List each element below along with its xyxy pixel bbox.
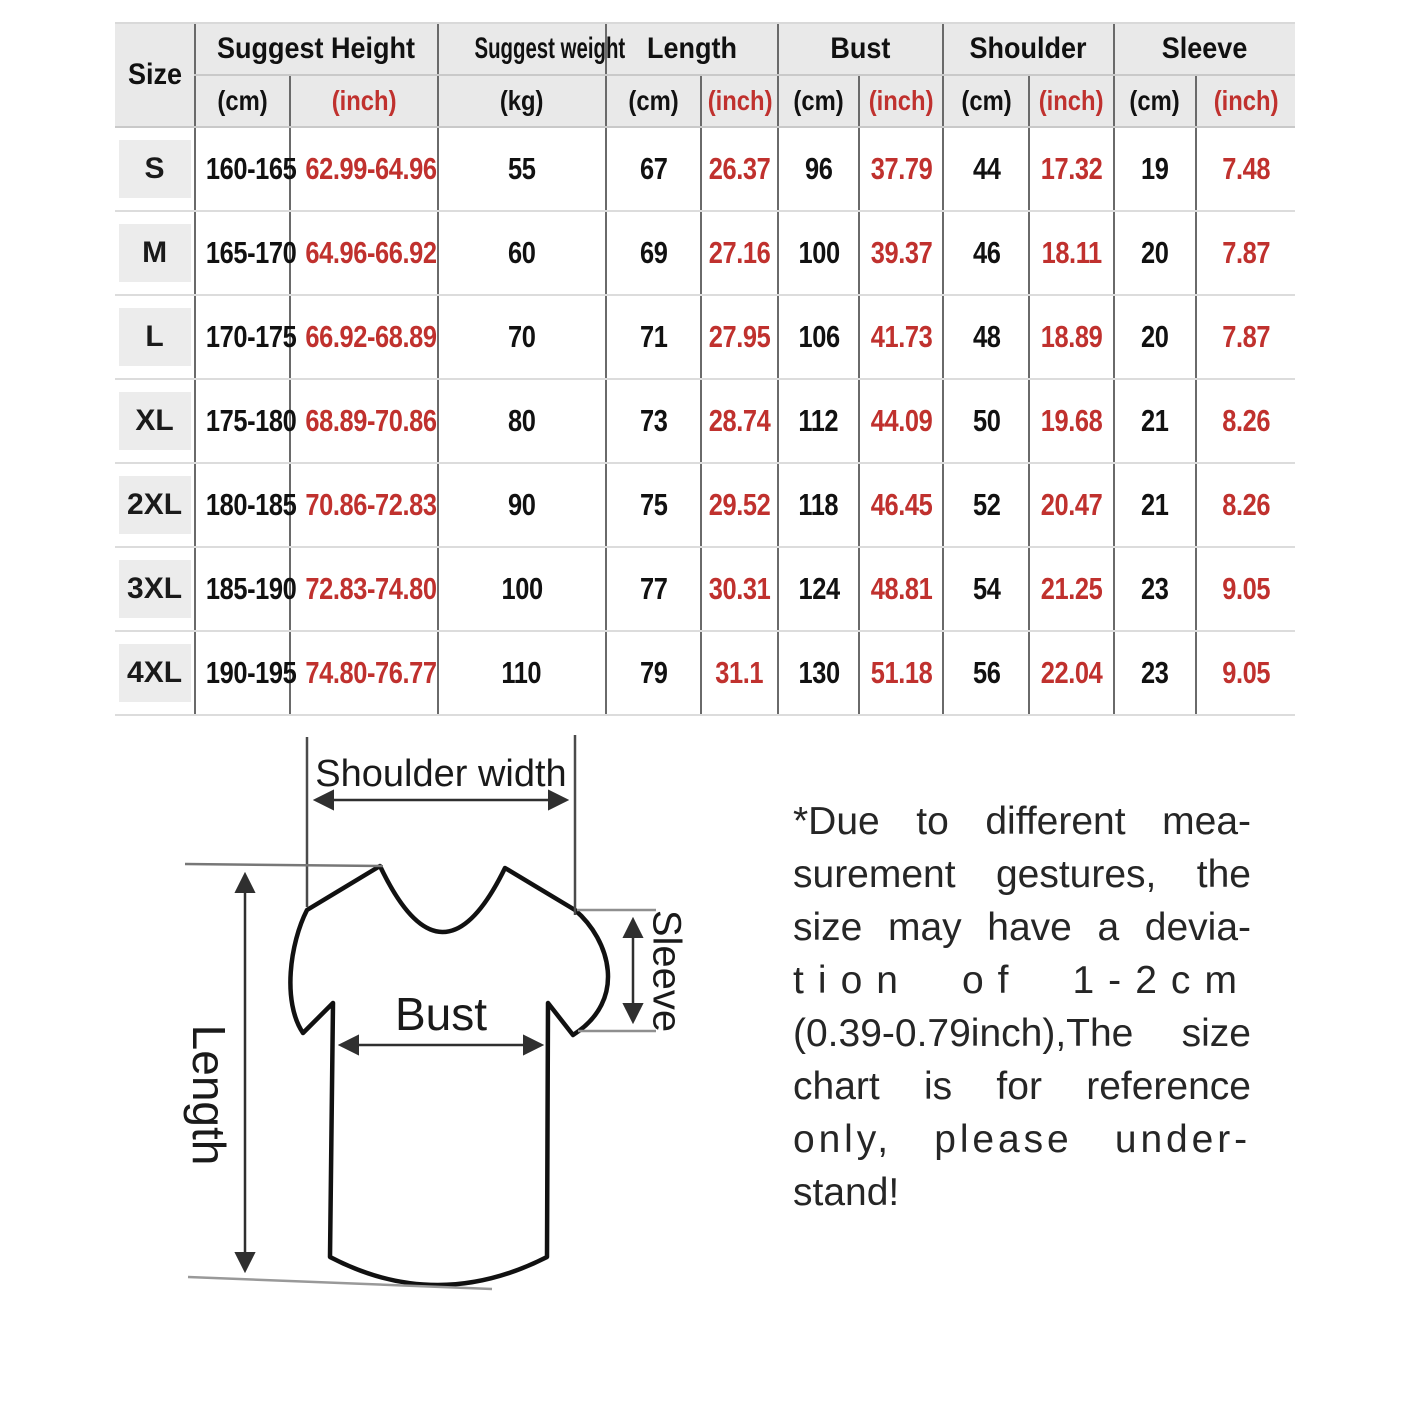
header-unit-cm: (cm) — [1114, 75, 1196, 127]
cell-size: 2XL — [115, 463, 195, 547]
cell-length-cm: 79 — [606, 631, 701, 715]
cell-bust-inch: 44.09 — [859, 379, 943, 463]
cell-shoulder-inch: 18.11 — [1029, 211, 1113, 295]
cell-sleeve-cm: 19 — [1114, 127, 1196, 211]
cell-shoulder-inch: 20.47 — [1029, 463, 1113, 547]
cell-sleeve-cm: 23 — [1114, 547, 1196, 631]
cell-height-cm: 170-175 — [195, 295, 290, 379]
length-label: Length — [182, 1024, 235, 1166]
cell-sleeve-cm: 21 — [1114, 463, 1196, 547]
cell-bust-cm: 118 — [778, 463, 859, 547]
note-line-7: only, please under- — [793, 1118, 1251, 1161]
header-unit-inch: (inch) — [1029, 75, 1113, 127]
cell-length-cm: 69 — [606, 211, 701, 295]
cell-height-cm: 165-170 — [195, 211, 290, 295]
cell-height-inch: 70.86-72.83 — [290, 463, 437, 547]
table-body — [115, 127, 1295, 715]
bust-label: Bust — [394, 988, 488, 1040]
cell-height-cm: 175-180 — [195, 379, 290, 463]
cell-height-cm: 180-185 — [195, 463, 290, 547]
sleeve-label: Sleeve — [644, 909, 689, 1033]
cell-weight-kg: 70 — [438, 295, 606, 379]
table-row-3xl — [115, 547, 1295, 631]
cell-shoulder-cm: 56 — [943, 631, 1029, 715]
tshirt-diagram-svg — [150, 710, 710, 1330]
cell-shoulder-cm: 48 — [943, 295, 1029, 379]
note-line-8: stand! — [793, 1171, 900, 1214]
cell-length-cm: 67 — [606, 127, 701, 211]
header-group-suggest-height: Suggest Height — [195, 23, 437, 75]
tshirt-outline — [290, 866, 608, 1285]
length-top-ref-line — [185, 864, 383, 866]
header-unit-inch: (inch) — [290, 75, 437, 127]
cell-length-inch: 30.31 — [701, 547, 778, 631]
table-row-4xl — [115, 631, 1295, 715]
cell-bust-cm: 112 — [778, 379, 859, 463]
cell-size: 4XL — [115, 631, 195, 715]
cell-sleeve-inch: 7.48 — [1196, 127, 1295, 211]
header-unit-inch: (inch) — [701, 75, 778, 127]
cell-bust-cm: 130 — [778, 631, 859, 715]
cell-height-inch: 72.83-74.80 — [290, 547, 437, 631]
cell-shoulder-inch: 21.25 — [1029, 547, 1113, 631]
note-line-5: (0.39-0.79inch),The size — [793, 1012, 1251, 1055]
cell-shoulder-cm: 46 — [943, 211, 1029, 295]
cell-bust-inch: 39.37 — [859, 211, 943, 295]
header-unit-inch: (inch) — [1196, 75, 1295, 127]
header-size: Size — [115, 23, 195, 127]
cell-shoulder-inch: 19.68 — [1029, 379, 1113, 463]
cell-bust-cm: 96 — [778, 127, 859, 211]
cell-bust-cm: 106 — [778, 295, 859, 379]
size-chart-table — [115, 22, 1295, 716]
cell-shoulder-cm: 54 — [943, 547, 1029, 631]
cell-bust-inch: 51.18 — [859, 631, 943, 715]
cell-size: L — [115, 295, 195, 379]
cell-length-inch: 27.16 — [701, 211, 778, 295]
cell-bust-cm: 100 — [778, 211, 859, 295]
cell-weight-kg: 60 — [438, 211, 606, 295]
cell-weight-kg: 100 — [438, 547, 606, 631]
cell-length-inch: 31.1 — [701, 631, 778, 715]
tshirt-measurement-diagram — [150, 710, 710, 1335]
cell-size: 3XL — [115, 547, 195, 631]
measurement-note — [793, 795, 1251, 1219]
cell-weight-kg: 55 — [438, 127, 606, 211]
table-header — [115, 23, 1295, 127]
cell-weight-kg: 110 — [438, 631, 606, 715]
note-line-1: *Due to different mea- — [793, 800, 1251, 843]
table-row-m — [115, 211, 1295, 295]
cell-sleeve-inch: 9.05 — [1196, 547, 1295, 631]
cell-sleeve-cm: 23 — [1114, 631, 1196, 715]
cell-height-inch: 68.89-70.86 — [290, 379, 437, 463]
cell-sleeve-inch: 7.87 — [1196, 295, 1295, 379]
cell-size: S — [115, 127, 195, 211]
cell-bust-inch: 37.79 — [859, 127, 943, 211]
shoulder-width-label: Shoulder width — [315, 753, 567, 795]
cell-sleeve-cm: 20 — [1114, 295, 1196, 379]
note-line-3: size may have a devia- — [793, 906, 1251, 949]
cell-sleeve-inch: 9.05 — [1196, 631, 1295, 715]
note-line-2: surement gestures, the — [793, 853, 1251, 896]
size-chart-section — [115, 22, 1295, 716]
cell-shoulder-cm: 52 — [943, 463, 1029, 547]
header-group-sleeve: Sleeve — [1114, 23, 1295, 75]
cell-weight-kg: 90 — [438, 463, 606, 547]
cell-bust-inch: 41.73 — [859, 295, 943, 379]
cell-size: M — [115, 211, 195, 295]
cell-shoulder-cm: 44 — [943, 127, 1029, 211]
cell-shoulder-cm: 50 — [943, 379, 1029, 463]
header-group-suggest-weight: Suggest weight — [438, 23, 606, 75]
cell-bust-inch: 48.81 — [859, 547, 943, 631]
cell-sleeve-inch: 7.87 — [1196, 211, 1295, 295]
cell-length-inch: 27.95 — [701, 295, 778, 379]
header-unit-kg: (kg) — [438, 75, 606, 127]
header-unit-cm: (cm) — [606, 75, 701, 127]
cell-height-inch: 66.92-68.89 — [290, 295, 437, 379]
header-unit-cm: (cm) — [943, 75, 1029, 127]
cell-height-inch: 64.96-66.92 — [290, 211, 437, 295]
header-group-shoulder: Shoulder — [943, 23, 1113, 75]
table-row-l — [115, 295, 1295, 379]
header-group-bust: Bust — [778, 23, 943, 75]
cell-sleeve-cm: 21 — [1114, 379, 1196, 463]
cell-sleeve-inch: 8.26 — [1196, 463, 1295, 547]
header-unit-cm: (cm) — [778, 75, 859, 127]
cell-weight-kg: 80 — [438, 379, 606, 463]
header-unit-inch: (inch) — [859, 75, 943, 127]
cell-length-cm: 75 — [606, 463, 701, 547]
cell-size: XL — [115, 379, 195, 463]
cell-height-cm: 185-190 — [195, 547, 290, 631]
table-row-xl — [115, 379, 1295, 463]
table-row-s — [115, 127, 1295, 211]
cell-length-inch: 29.52 — [701, 463, 778, 547]
note-line-4: tion of 1-2cm — [793, 959, 1251, 1002]
cell-length-cm: 73 — [606, 379, 701, 463]
cell-length-inch: 26.37 — [701, 127, 778, 211]
cell-height-inch: 74.80-76.77 — [290, 631, 437, 715]
cell-length-inch: 28.74 — [701, 379, 778, 463]
cell-sleeve-cm: 20 — [1114, 211, 1196, 295]
cell-height-cm: 160-165 — [195, 127, 290, 211]
header-group-length: Length — [606, 23, 778, 75]
table-row-2xl — [115, 463, 1295, 547]
cell-length-cm: 77 — [606, 547, 701, 631]
cell-shoulder-inch: 17.32 — [1029, 127, 1113, 211]
header-unit-cm: (cm) — [195, 75, 290, 127]
cell-shoulder-inch: 18.89 — [1029, 295, 1113, 379]
note-line-6: chart is for reference — [793, 1065, 1251, 1108]
cell-height-cm: 190-195 — [195, 631, 290, 715]
cell-length-cm: 71 — [606, 295, 701, 379]
cell-sleeve-inch: 8.26 — [1196, 379, 1295, 463]
cell-bust-cm: 124 — [778, 547, 859, 631]
cell-bust-inch: 46.45 — [859, 463, 943, 547]
cell-shoulder-inch: 22.04 — [1029, 631, 1113, 715]
cell-height-inch: 62.99-64.96 — [290, 127, 437, 211]
